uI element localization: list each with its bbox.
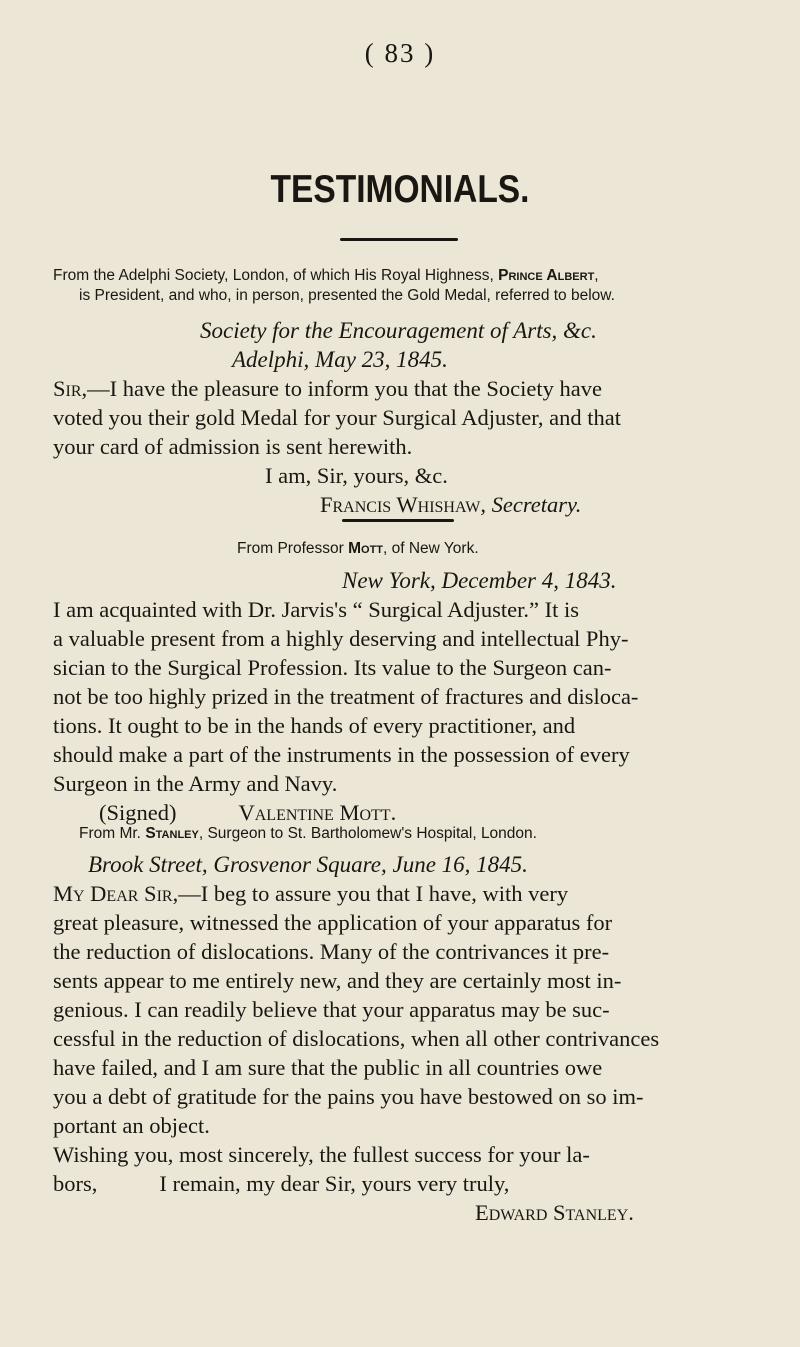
body-line: voted you their gold Medal for your Surgical Adjuster, and that <box>53 405 621 430</box>
intro-text: , of New York. <box>383 540 479 557</box>
body-line: great pleasure, witnessed the application of your apparatus for <box>53 910 613 935</box>
divider-rule <box>340 238 458 241</box>
closing: I am, Sir, yours, &c. <box>265 463 448 488</box>
body-line: have failed, and I am sure that the public in all countries owe <box>53 1055 603 1080</box>
testimonial-1-body <box>53 374 747 519</box>
intro-text: From Professor <box>237 540 349 557</box>
testimonial-3-heading: Brook Street, Grosvenor Square, June 16, 1845. <box>88 852 528 877</box>
testimonial-2-intro <box>237 539 479 558</box>
signature <box>53 490 747 519</box>
signed-label: (Signed) <box>99 800 177 825</box>
body-line: you a debt of gratitude for the pains you have bestowed on so im- <box>53 1084 644 1109</box>
body-line: —I have the pleasure to inform you that the Society have <box>87 376 602 401</box>
testimonial-1-heading-line-1: Society for the Encouragement of Arts, &c. <box>200 318 597 343</box>
signer-title: , Secretary. <box>480 492 582 517</box>
intro-name: Stanley <box>145 825 199 842</box>
closing-line: Wishing you, most sincerely, the fullest success for your la- <box>53 1142 590 1167</box>
body-line: —I beg to assure you that I have, with very <box>178 881 569 906</box>
divider-rule <box>342 519 454 522</box>
signature <box>53 1198 747 1227</box>
closing-text: bors, <box>53 1171 98 1196</box>
body-line: the reduction of dislocations. Many of the contrivances it pre- <box>53 939 610 964</box>
body-line: cessful in the reduction of dislocations, when all other contrivances <box>53 1026 660 1051</box>
intro-text: , Surgeon to St. Bartholomew's Hospital, London. <box>198 825 537 842</box>
signer-name: Francis Whishaw <box>320 492 481 517</box>
testimonial-1-intro-line-2: is President, and who, in person, presented the Gold Medal, referred to below. <box>79 287 615 304</box>
intro-text: , <box>594 267 599 284</box>
page-title: TESTIMONIALS. <box>270 168 530 211</box>
body-line: should make a part of the instruments in the possession of every <box>53 742 630 767</box>
body-line: a valuable present from a highly deserving and intellectual Phy- <box>53 626 629 651</box>
body-line: sents appear to me entirely new, and they are certainly most in- <box>53 968 622 993</box>
body-line: portant an object. <box>53 1113 210 1138</box>
testimonial-1-intro-line-1 <box>53 266 599 285</box>
body-line: not be too highly prized in the treatment of fractures and disloca- <box>53 684 639 709</box>
intro-name: Mott <box>348 540 384 557</box>
signer-name: Valentine Mott. <box>238 800 397 825</box>
testimonial-1-heading-line-2: Adelphi, May 23, 1845. <box>232 347 448 372</box>
body-line: Surgeon in the Army and Navy. <box>53 771 338 796</box>
body-line: your card of admission is sent herewith. <box>53 434 413 459</box>
intro-text: From the Adelphi Society, London, of which His Royal Highness, <box>53 267 499 284</box>
intro-text: From Mr. <box>79 825 146 842</box>
intro-name: Prince Albert <box>498 267 595 284</box>
testimonial-2-body <box>53 595 747 827</box>
testimonial-3-body <box>53 879 747 1227</box>
closing-line <box>53 1169 747 1198</box>
body-line: tions. It ought to be in the hands of every practitioner, and <box>53 713 576 738</box>
testimonial-2-heading: New York, December 4, 1843. <box>342 568 617 593</box>
body-line: sician to the Surgical Profession. Its value to the Surgeon can- <box>53 655 612 680</box>
testimonial-3-intro <box>79 824 537 843</box>
signature <box>53 798 747 827</box>
signer-name: Edward Stanley. <box>475 1200 634 1225</box>
body-line: I am acquainted with Dr. Jarvis's “ Surgical Adjuster.” It is <box>53 597 580 622</box>
body-line: genious. I can readily believe that your apparatus may be suc- <box>53 997 610 1022</box>
closing-text: I remain, my dear Sir, yours very truly, <box>159 1171 510 1196</box>
page-number: ( 83 ) <box>364 38 436 68</box>
salutation: My Dear Sir, <box>53 881 179 906</box>
salutation: Sir, <box>53 376 88 401</box>
